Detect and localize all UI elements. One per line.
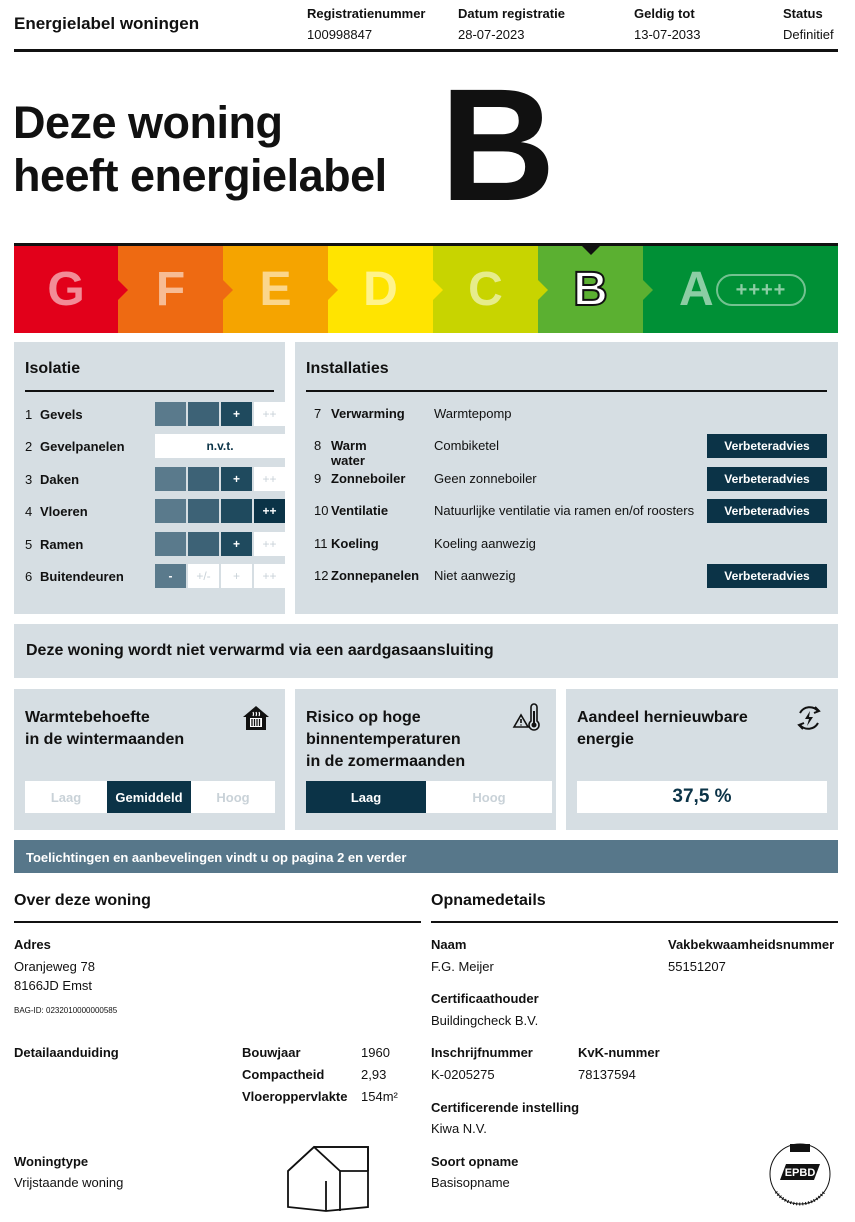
energy-class-g [14,246,118,333]
energy-class-letter: A [679,263,714,316]
compactheid-value: 2,93 [361,1067,387,1082]
rating-cell [155,402,186,426]
option-hoog: Hoog [426,781,552,813]
bag-id: BAG-ID: 0232010000000585 [14,1006,118,1015]
energy-label-scale [14,243,838,333]
isolatie-row-gevelpanelen: 2 Gevelpanelen n.v.t. [25,434,144,458]
warmtebehoefte-title: Warmtebehoefte in de wintermaanden [25,709,185,748]
kvk-value: 78137594 [578,1067,636,1082]
energy-class-b [538,246,643,333]
adres-label: Adres [14,937,51,952]
energy-class-letter: G [47,263,85,316]
explanation-note: Toelichtingen en aanbevelingen vindt u op pagina 2 en verder [14,840,838,873]
segment-arrow [118,280,128,300]
detached-house-icon [284,1141,372,1213]
installaties-title: Installaties [306,360,389,377]
divider [14,921,421,923]
energy-class-letter: E [259,263,292,316]
option-gemiddeld: Gemiddeld [107,781,191,813]
rating-cell: ++ [254,499,285,523]
energy-class-e [223,246,328,333]
energy-class-d [328,246,433,333]
a-plus-badge: ++++ [716,274,806,306]
headline: Deze woning heeft energielabel [13,97,387,201]
thermometer-warning-icon [512,703,542,733]
energy-class-letter: C [468,263,503,316]
adres-street: Oranjeweg 78 [14,959,95,974]
house-heating-icon [241,703,271,733]
epbd-logo-icon [766,1140,834,1208]
rating-cell [188,402,219,426]
isolatie-row-ramen: 5 Ramen + ++ [25,532,144,556]
certificerende-instelling-label: Certificerende instelling [431,1100,580,1115]
segment-arrow [538,280,548,300]
vloeroppervlakte-value: 154m² [361,1089,398,1104]
opname-section-title: Opnamedetails [431,892,546,909]
rating-scale [155,532,285,556]
valid-until: Geldig tot 13-07-2033 [634,6,701,42]
divider [306,390,827,392]
hernieuwbaar-title: Aandeel hernieuwbare energie [577,709,748,748]
inschrijfnummer-value: K-0205275 [431,1067,495,1082]
energy-class-c [433,246,538,333]
rating-cell [155,499,186,523]
isolatie-title: Isolatie [25,360,81,377]
option-laag: Laag [25,781,107,813]
not-applicable-value: n.v.t. [155,434,285,458]
energy-class-letter: B [573,263,608,316]
rating-cell [155,532,186,556]
inschrijfnummer-label: Inschrijfnummer [431,1045,533,1060]
rating-cell: + [221,532,252,556]
adres-postcode: 8166JD Emst [14,978,93,993]
woning-section-title: Over deze woning [14,892,151,909]
warmtebehoefte-scale [25,781,275,813]
segment-arrow [643,280,653,300]
energy-class-a [643,246,838,333]
energy-class-letter: D [363,263,398,316]
registration-number: Registratienummer 100998847 [307,6,426,42]
rating-cell [221,499,252,523]
hernieuwbaar-value: 37,5 % [577,781,827,813]
rating-scale [155,402,285,426]
kvk-label: KvK-nummer [578,1045,660,1060]
divider [25,390,274,392]
bouwjaar-value: 1960 [361,1045,390,1060]
option-hoog: Hoog [191,781,275,813]
rating-cell: - [155,564,186,588]
registration-date: Datum registratie 28-07-2023 [458,6,565,42]
rating-cell: ++ [254,564,285,588]
oververhitting-title: Risico op hoge binnentemperaturen in de zomermaanden [306,709,466,770]
verbeteradvies-button[interactable]: Verbeteradvies [707,467,827,491]
status: Status Definitief [783,6,834,42]
energy-label-letter: B [440,55,556,234]
vloeroppervlakte-label: Vloeroppervlakte [242,1089,348,1104]
certificaathouder-label: Certificaathouder [431,991,539,1006]
hernieuwbaar-panel [566,689,838,830]
woningtype-label: Woningtype [14,1154,89,1169]
verbeteradvies-button[interactable]: Verbeteradvies [707,564,827,588]
rating-cell: +/- [188,564,219,588]
oververhitting-panel [295,689,556,830]
soort-opname-label: Soort opname [431,1154,519,1169]
naam-value: F.G. Meijer [431,959,494,974]
rating-cell: + [221,564,252,588]
gas-notice: Deze woning wordt niet verwarmd via een aardgasaansluiting [14,624,838,678]
oververhitting-scale [306,781,552,813]
isolatie-row-daken: 3 Daken + ++ [25,467,144,491]
isolatie-panel [14,342,285,614]
rating-cell [188,499,219,523]
rating-cell: ++ [254,532,285,556]
rating-cell: ++ [254,467,285,491]
isolatie-row-gevels: 1 Gevels + ++ [25,402,144,426]
rating-cell [188,467,219,491]
soort-opname-value: Basisopname [431,1175,510,1190]
rating-cell [155,467,186,491]
divider [431,921,838,923]
energy-class-f [118,246,223,333]
detailaanduiding-label: Detailaanduiding [14,1045,119,1060]
document-header [14,6,838,52]
rating-scale [155,499,285,523]
segment-arrow [223,280,233,300]
segment-arrow [433,280,443,300]
rating-cell: + [221,467,252,491]
certificerende-instelling-value: Kiwa N.V. [431,1121,487,1136]
installaties-panel: Installaties 7 Verwarming Warmtepomp 8 Warm water Combiketel Verbeteradvies 9 Zonneboiler Geen zonneboiler Verbeteradvies 10 Ventilatie Natuurlijke ventilatie via ramen en/of roosters Verbeteradvies 11 Koeling Koeling aanwezig 12 Zonnepanelen Niet aanwezig Verbeteradvies [295,342,838,614]
document-title: Energielabel woningen [14,14,200,33]
verbeteradvies-button[interactable]: Verbeteradvies [707,499,827,523]
rating-cell: + [221,402,252,426]
verbeteradvies-button[interactable]: Verbeteradvies [707,434,827,458]
segment-arrow [328,280,338,300]
rating-scale [155,564,285,588]
naam-label: Naam [431,937,467,952]
vakbekwaamheid-value: 55151207 [668,959,726,974]
certificaathouder-value: Buildingcheck B.V. [431,1013,539,1028]
active-label-pointer [579,243,603,255]
epbd-logo-text: EPBD [784,1167,816,1179]
vakbekwaamheid-label: Vakbekwaamheidsnummer [668,937,835,952]
rating-scale [155,467,285,491]
bouwjaar-label: Bouwjaar [242,1045,301,1060]
option-laag: Laag [306,781,426,813]
energy-class-letter: F [155,263,186,316]
isolatie-row-buitendeuren: 6 Buitendeuren - +/- + ++ [25,564,144,588]
woningtype-value: Vrijstaande woning [14,1175,124,1190]
warmtebehoefte-panel [14,689,285,830]
rating-cell [188,532,219,556]
renewable-energy-icon [794,703,824,733]
isolatie-row-vloeren: 4 Vloeren ++ [25,499,144,523]
rating-cell: ++ [254,402,285,426]
compactheid-label: Compactheid [242,1067,325,1082]
